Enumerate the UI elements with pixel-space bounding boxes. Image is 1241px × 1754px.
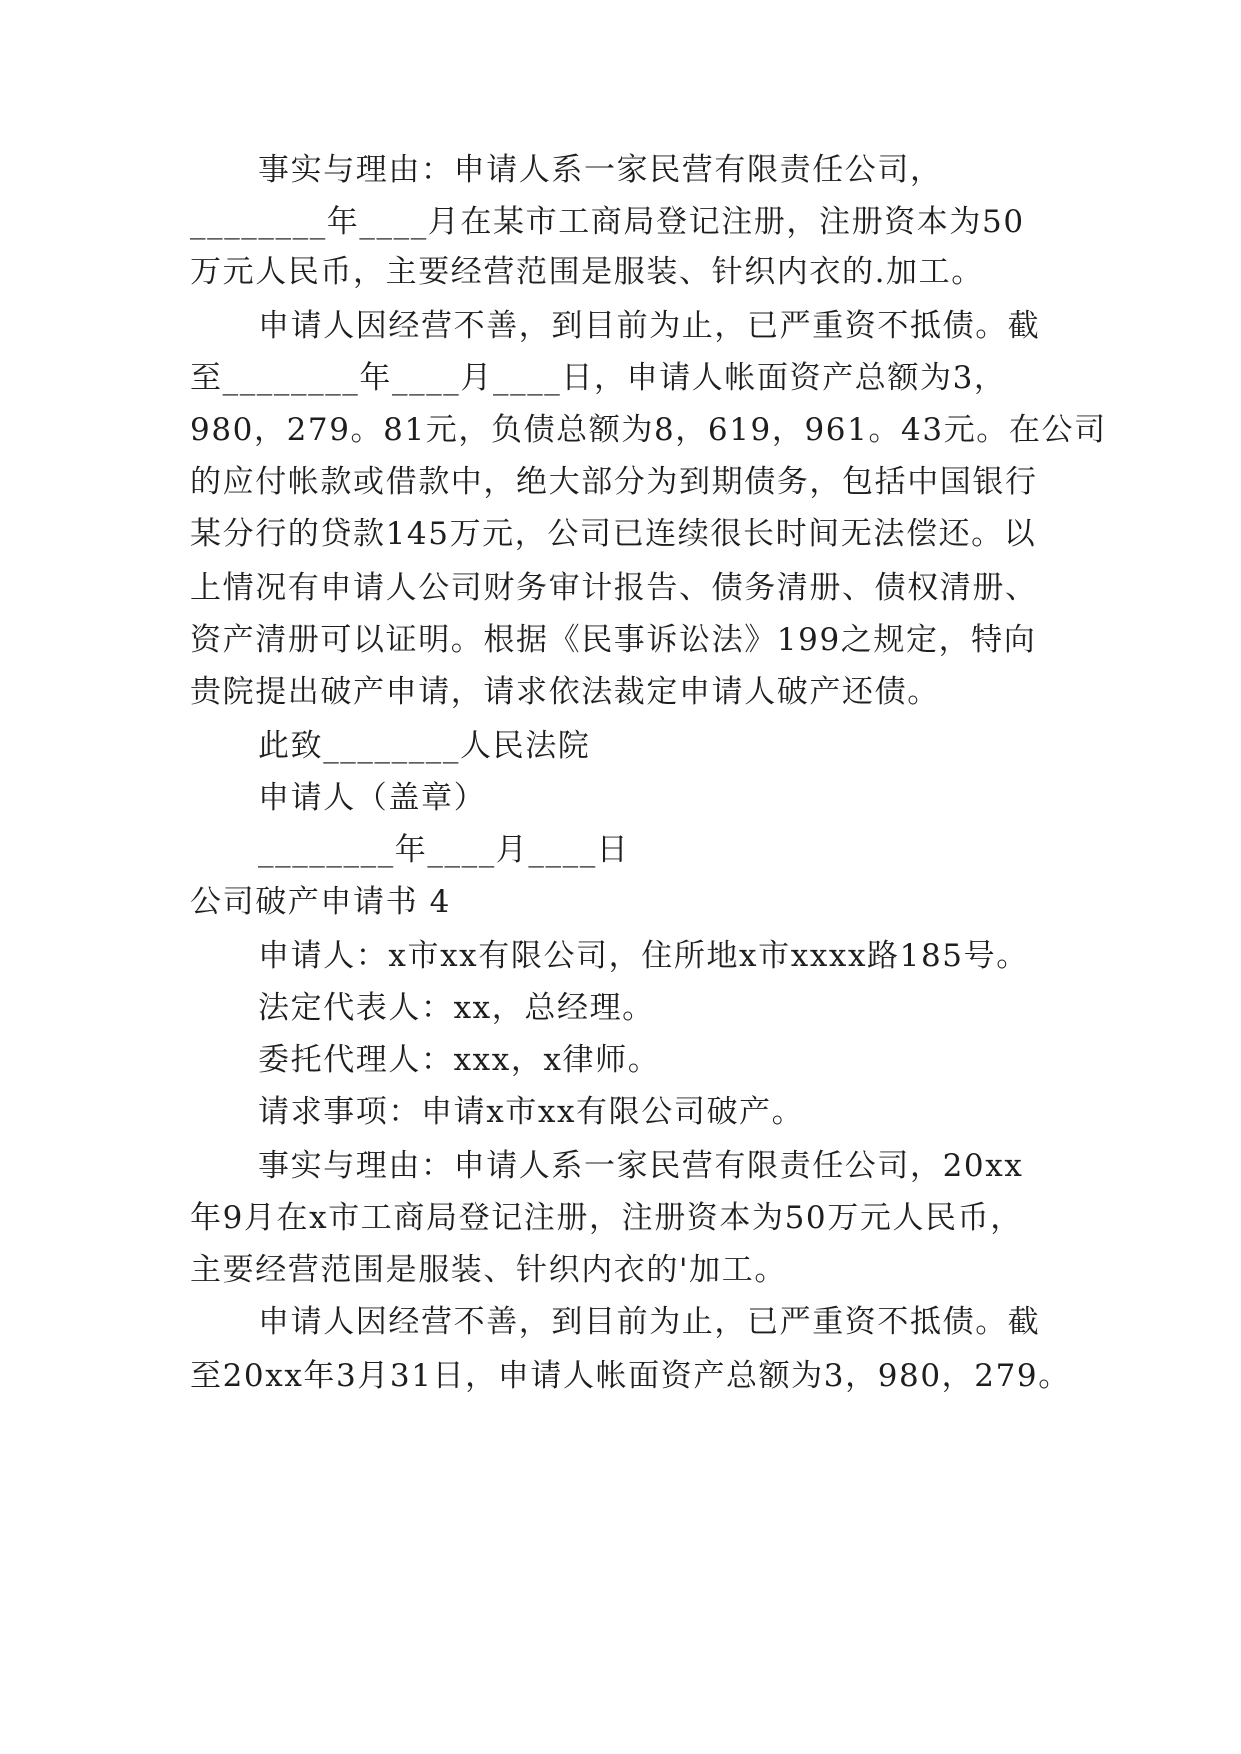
paragraph-line: 事实与理由：申请人系一家民营有限责任公司，20xx [258, 1148, 1024, 1184]
date-line: ________年____月____日 [258, 832, 630, 868]
paragraph-line: 至________年____月____日，申请人帐面资产总额为3， [190, 360, 1007, 396]
paragraph-line: ________年____月在某市工商局登记注册，注册资本为50 [190, 204, 1025, 240]
paragraph-line: 请求事项：申请x市xx有限公司破产。 [258, 1094, 805, 1130]
paragraph-line: 的应付帐款或借款中，绝大部分为到期债务，包括中国银行 [190, 464, 1038, 500]
signature-line: 申请人（盖章） [258, 780, 487, 816]
paragraph-line: 贵院提出破产申请，请求依法裁定申请人破产还债。 [190, 674, 940, 710]
paragraph-line: 至20xx年3月31日，申请人帐面资产总额为3，980，279。 [190, 1358, 1071, 1394]
paragraph-line: 资产清册可以证明。根据《民事诉讼法》199之规定，特向 [190, 622, 1037, 658]
paragraph-line: 申请人：x市xx有限公司，住所地x市xxxx路185号。 [258, 938, 1029, 974]
paragraph-line: 委托代理人：xxx，x律师。 [258, 1042, 661, 1078]
paragraph-line: 980，279。81元，负债总额为8，619，961。43元。在公司 [190, 412, 1107, 448]
paragraph-line: 申请人因经营不善，到目前为止，已严重资不抵债。截 [258, 1304, 1041, 1340]
salutation-line: 此致________人民法院 [258, 728, 591, 764]
paragraph-line: 上情况有申请人公司财务审计报告、债务清册、债权清册、 [190, 570, 1038, 606]
paragraph-line: 法定代表人：xx，总经理。 [258, 990, 655, 1026]
paragraph-line: 事实与理由：申请人系一家民营有限责任公司， [258, 152, 943, 188]
paragraph-line: 某分行的贷款145万元，公司已连续很长时间无法偿还。以 [190, 516, 1037, 552]
paragraph-line: 申请人因经营不善，到目前为止，已严重资不抵债。截 [258, 308, 1041, 344]
paragraph-line: 万元人民币，主要经营范围是服装、针织内衣的.加工。 [190, 254, 984, 290]
paragraph-line: 主要经营范围是服装、针织内衣的'加工。 [190, 1252, 787, 1288]
paragraph-line: 年9月在x市工商局登记注册，注册资本为50万元人民币， [190, 1200, 1023, 1236]
section-heading: 公司破产申请书 4 [190, 884, 451, 920]
